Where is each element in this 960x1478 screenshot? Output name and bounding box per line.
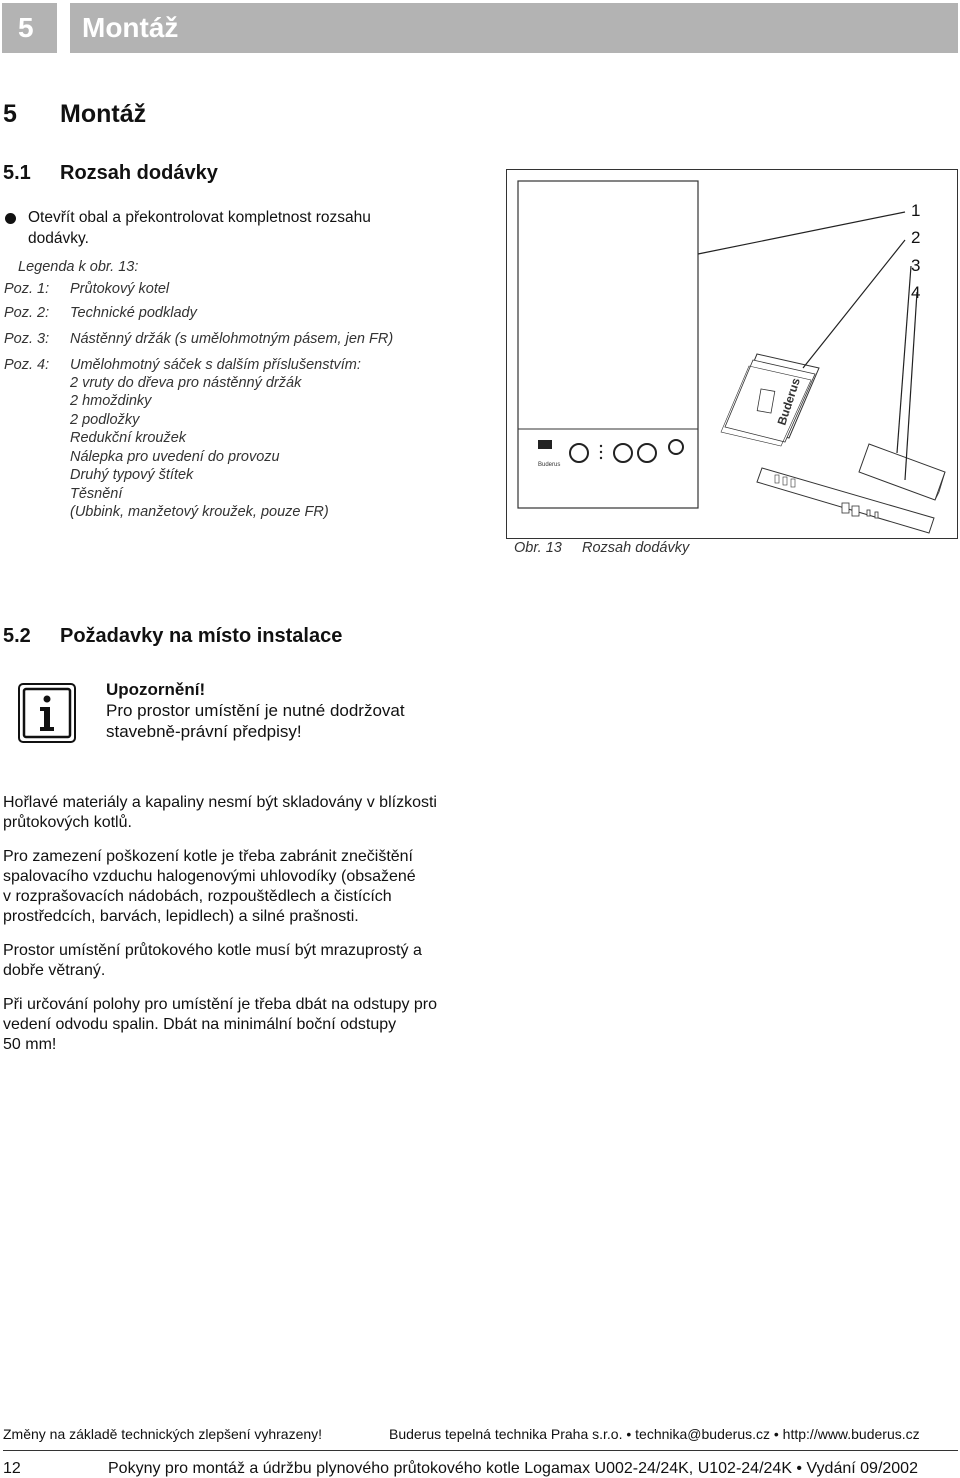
- paragraph-line: v rozprašovacích nádobách, rozpouštědlech a čistících: [3, 888, 392, 905]
- bullet-icon: [5, 213, 16, 224]
- legend-pos: Poz. 2:: [4, 305, 50, 321]
- section-number: 5: [3, 100, 17, 128]
- notice-body: [106, 700, 466, 742]
- accessory-item: 2 podložky: [70, 412, 140, 428]
- page-number: 12: [3, 1460, 21, 1477]
- boiler-knob: [614, 444, 632, 462]
- subsection-5-1-title: Rozsah dodávky: [60, 162, 218, 184]
- notice-title: Upozornění!: [106, 680, 206, 699]
- chapter-title: Montáž: [82, 12, 179, 43]
- bullet-text-line2: dodávky.: [28, 230, 89, 247]
- callout-number: 4: [911, 283, 921, 302]
- delivery-scope-illustration: [507, 170, 957, 538]
- paragraph-line: Prostor umístění průtokového kotle musí být mrazuprostý a: [3, 942, 422, 959]
- legend-pos: Poz. 3:: [4, 331, 50, 347]
- callout-number: 1: [911, 201, 921, 220]
- legend-desc: Průtokový kotel: [70, 281, 170, 297]
- docs-brand: Buderus: [774, 376, 803, 427]
- accessory-item: (Ubbink, manžetový kroužek, pouze FR): [70, 504, 329, 520]
- paragraph-line: 50 mm!: [3, 1036, 57, 1053]
- notice-line: stavebně-právní předpisy!: [106, 722, 302, 741]
- notice-line: Pro prostor umístění je nutné dodržovat: [106, 701, 405, 720]
- paragraph-line: vedení odvodu spalin. Dbát na minimální boční odstupy: [3, 1016, 397, 1033]
- figure-caption-text: Rozsah dodávky: [582, 540, 690, 556]
- figure-13: [506, 169, 958, 539]
- accessory-item: 2 hmoždinky: [70, 393, 152, 409]
- chapter-number: 5: [18, 12, 34, 43]
- legend-desc: Umělohmotný sáček s dalším příslušenstvím:: [70, 357, 361, 373]
- paragraph: [3, 995, 463, 1055]
- paragraph-line: spalovacího vzduchu halogenovými uhlovodíky (obsažené: [3, 868, 416, 885]
- paragraph-line: prostředcích, barvách, lepidlech) a silné prašnosti.: [3, 908, 359, 925]
- info-icon: [18, 683, 76, 743]
- boiler-display: [538, 440, 552, 449]
- chapter-title-bar: [70, 3, 958, 53]
- subsection-5-2-title: Požadavky na místo instalace: [60, 625, 343, 647]
- paragraph: [3, 847, 463, 927]
- legend-pos: Poz. 1:: [4, 281, 50, 297]
- footer-note: Změny na základě technických zlepšení vyhrazeny!: [3, 1426, 323, 1442]
- leader-line-2: [803, 240, 905, 368]
- subsection-5-1-number: 5.1: [3, 162, 31, 184]
- paragraph-line: dobře větraný.: [3, 962, 106, 979]
- boiler-brand: Buderus: [538, 462, 561, 468]
- boiler-indicator: [600, 457, 602, 459]
- paragraph: [3, 793, 463, 833]
- paragraph-line: Hořlavé materiály a kapaliny nesmí být skladovány v blízkosti: [3, 794, 437, 811]
- legend-title: Legenda k obr. 13:: [18, 259, 139, 275]
- section-title: Montáž: [60, 100, 147, 128]
- accessory-bag: [859, 444, 945, 500]
- leader-line-1: [698, 212, 905, 254]
- callout-number: 2: [911, 228, 921, 247]
- accessory-item: Druhý typový štítek: [70, 467, 194, 483]
- accessory-item: 2 vruty do dřeva pro nástěnný držák: [70, 375, 302, 391]
- footer-divider: [3, 1450, 958, 1451]
- footer-company: Buderus tepelná technika Praha s.r.o. • technika@buderus.cz • http://www.buderus.cz: [389, 1426, 920, 1442]
- paragraph: [3, 941, 463, 981]
- boiler-knob: [638, 444, 656, 462]
- accessory-item: Nálepka pro uvedení do provozu: [70, 449, 280, 465]
- accessory-item: Těsnění: [70, 486, 123, 502]
- paragraph-line: Pro zamezení poškození kotle je třeba zabránit znečištění: [3, 848, 413, 865]
- legend-pos: Poz. 4:: [4, 357, 50, 373]
- legend-desc: Nástěnný držák (s umělohmotným pásem, jen FR): [70, 331, 394, 347]
- technical-documents: [721, 354, 819, 446]
- bullet-text-line1: Otevřít obal a překontrolovat kompletnost rozsahu: [28, 209, 371, 226]
- callout-number: 3: [911, 256, 921, 275]
- document-title: Pokyny pro montáž a údržbu plynového průtokového kotle Logamax U002-24/24K, U102-24/24K • Vydání 09/2002: [108, 1460, 918, 1477]
- chapter-number-box: [2, 3, 57, 53]
- boiler-button: [669, 440, 683, 454]
- legend-desc: Technické podklady: [70, 305, 197, 321]
- paragraph-line: průtokových kotlů.: [3, 814, 132, 831]
- subsection-5-2-number: 5.2: [3, 625, 31, 647]
- boiler-body: [518, 181, 698, 508]
- accessory-item: Redukční kroužek: [70, 430, 187, 446]
- figure-caption-number: Obr. 13: [514, 540, 562, 556]
- paragraph-line: Při určování polohy pro umístění je třeba dbát na odstupy pro: [3, 996, 438, 1013]
- boiler-indicator: [600, 451, 602, 453]
- boiler-indicator: [600, 445, 602, 447]
- boiler-knob: [570, 444, 588, 462]
